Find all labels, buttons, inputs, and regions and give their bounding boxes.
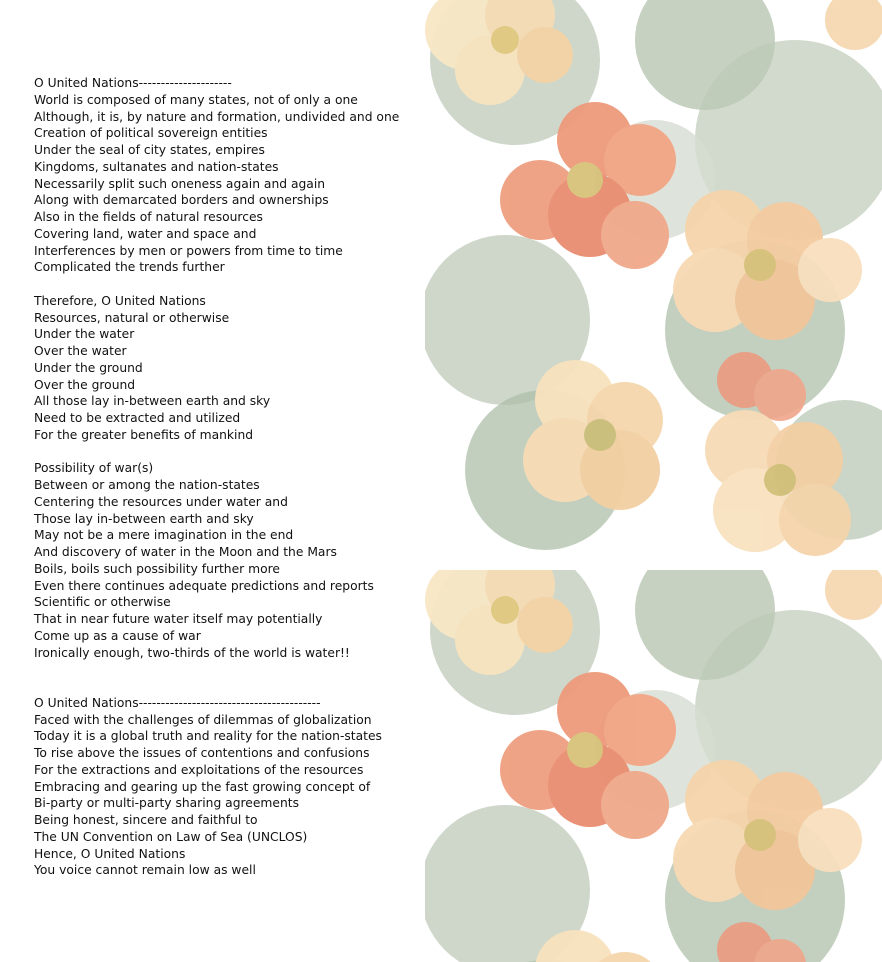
poem-line: Under the seal of city states, empires [34, 143, 265, 157]
poem-line: Need to be extracted and utilized [34, 411, 241, 425]
poem-line: Necessarily split such oneness again and again [34, 176, 326, 191]
poem-line: Today it is a global truth and reality for the nation-states [34, 729, 382, 744]
stanza-4 [34, 695, 434, 879]
poem-line: And discovery of water in the Moon and the Mars [34, 545, 337, 559]
poem-line: For the greater benefits of mankind [34, 427, 254, 442]
poem-line: Being honest, sincere and faithful to [34, 813, 258, 827]
poem-line: Creation of political sovereign entities [34, 126, 268, 141]
stanza-break [34, 444, 434, 461]
poem-line: Between or among the nation-states [34, 478, 260, 492]
poem-line: The UN Convention on Law of Sea (UNCLOS) [34, 829, 308, 844]
poem-line: O United Nations--------------------- [34, 76, 232, 90]
poem-line: Under the water [34, 327, 135, 342]
stanza-break [34, 276, 434, 293]
floral-decoration-top [425, 0, 882, 570]
poem-line: Embracing and gearing up the fast growing concept of [34, 779, 371, 794]
poem-line: Boils, boils such possibility further more [34, 561, 280, 576]
poem-line: Those lay in-between earth and sky [34, 511, 254, 526]
poem-line: Complicated the trends further [34, 260, 225, 275]
poem-line: Ironically enough, two-thirds of the world is water!! [34, 645, 350, 660]
poem-line: Bi-party or multi-party sharing agreements [34, 796, 299, 811]
poem-line: Also in the fields of natural resources [34, 210, 263, 224]
poem-line: Along with demarcated borders and ownerships [34, 193, 329, 208]
poem-line: O United Nations----------------------------------------- [34, 695, 321, 710]
poem-line: Covering land, water and space and [34, 226, 257, 241]
poem-line: Therefore, O United Nations [34, 293, 206, 308]
poem-line: Resources, natural or otherwise [34, 310, 230, 325]
poem-line: You voice cannot remain low as well [34, 863, 256, 878]
poem-line: Kingdoms, sultanates and nation-states [34, 159, 279, 174]
stanza-2 [34, 293, 434, 444]
poem-line: Faced with the challenges of dilemmas of globalization [34, 712, 372, 727]
stanza-break [34, 661, 434, 695]
poem-line: May not be a mere imagination in the end [34, 528, 294, 543]
poem-line: Even there continues adequate predictions and reports [34, 578, 374, 593]
poem-line: Possibility of war(s) [34, 461, 154, 476]
poem-line: Although, it is, by nature and formation, undivided and one [34, 109, 400, 124]
poem-line: Scientific or otherwise [34, 595, 171, 610]
floral-decoration-bottom [425, 570, 882, 962]
poem-line: All those lay in-between earth and sky [34, 394, 271, 409]
poem-line: Over the ground [34, 377, 136, 392]
stanza-3 [34, 460, 434, 661]
poem-line: Under the ground [34, 360, 143, 375]
poem-line: That in near future water itself may potentially [34, 612, 323, 626]
poem-line: Come up as a cause of war [34, 628, 201, 643]
poem-line: Over the water [34, 344, 127, 358]
stanza-1 [34, 75, 434, 276]
poem-line: World is composed of many states, not of only a one [34, 92, 358, 107]
poem-line: Hence, O United Nations [34, 846, 186, 861]
poem-line: For the extractions and exploitations of the resources [34, 762, 364, 777]
poem-text [34, 75, 434, 879]
nasturtium-illustration [425, 0, 882, 570]
poem-line: Centering the resources under water and [34, 494, 288, 509]
poem-line: Interferences by men or powers from time to time [34, 243, 343, 258]
poem-line: To rise above the issues of contentions and confusions [34, 746, 370, 760]
nasturtium-illustration [425, 570, 882, 962]
